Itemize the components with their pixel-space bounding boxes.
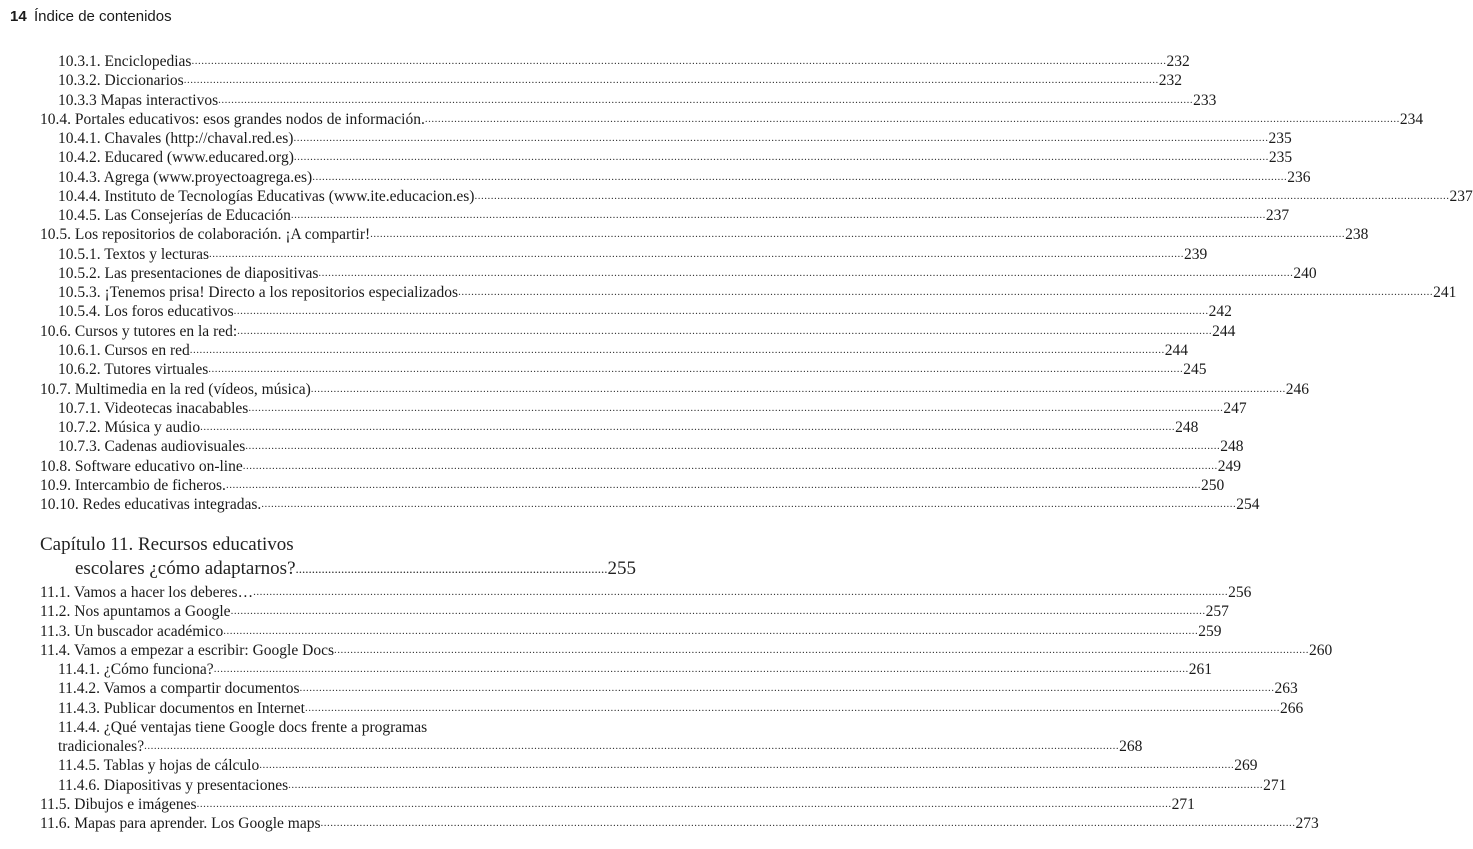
entry-title: 11.4.6. Diapositivas y presentaciones <box>58 776 289 794</box>
entry-page: 247 <box>1223 399 1247 417</box>
dot-leader: ............................................................................................................................................................................................................................................................................................................ <box>208 363 1184 376</box>
dot-leader: ............................................................................................................................................................................................................................................................................................................ <box>196 797 1172 810</box>
dot-leader: ............................................................................................................................................................................................................................................................................................................ <box>242 459 1218 472</box>
entry-title: tradicionales? <box>58 738 145 756</box>
entry-page: 266 <box>1279 699 1304 717</box>
entry-title: 11.2. Nos apuntamos a Google <box>40 603 231 621</box>
dot-leader: ............................................................................................................................................................................................................................................................................................................ <box>474 189 1450 202</box>
entry-page: 232 <box>1158 72 1182 90</box>
entry-title: 10.6.2. Tutores virtuales <box>58 361 209 379</box>
entry-title: 11.4. Vamos a empezar a escribir: Google Docs <box>40 641 334 659</box>
dot-leader: ............................................................................................................................................................................................................................................................................................................ <box>299 682 1275 695</box>
dot-leader: ............................................................................................................................................................................................................................................................................................................ <box>183 74 1159 87</box>
entry-title: 11.4.5. Tablas y hojas de cálculo <box>58 757 260 775</box>
dot-leader: ............................................................................................................................................................................................................................................................................................................ <box>245 440 1221 453</box>
toc-entry[interactable] <box>58 418 1199 437</box>
dot-leader: ............................................................................................................................................................................................................................................................................................................ <box>218 93 1194 106</box>
toc-entry[interactable] <box>58 660 1212 679</box>
entry-title: 10.6.1. Cursos en red <box>58 341 190 359</box>
toc-entry[interactable] <box>40 380 1310 399</box>
toc-entry[interactable] <box>58 283 1457 302</box>
toc-entry[interactable] <box>40 602 1229 621</box>
dot-leader: ............................................................................................................................................................................................................................................................................................................ <box>223 624 1199 637</box>
dot-leader: ............................................................................................................................................................................................................................................................................................................ <box>191 55 1167 67</box>
toc-entry[interactable] <box>40 225 1369 244</box>
dot-leader: ............................................................................................................................................................................................................................................................................................................ <box>370 228 1346 241</box>
entry-title: 11.4.2. Vamos a compartir documentos <box>58 680 300 698</box>
entry-page: 241 <box>1433 284 1457 302</box>
entry-page: 268 <box>1119 738 1143 756</box>
entry-title: 10.4.1. Chavales (http://chaval.red.es) <box>58 130 294 148</box>
toc-section-10 <box>0 52 1473 514</box>
toc-entry[interactable] <box>58 91 1217 110</box>
toc-entry[interactable] <box>58 360 1207 379</box>
dot-leader: ................................................................................................ <box>295 561 608 576</box>
toc-entry[interactable] <box>40 457 1241 476</box>
entry-page: 248 <box>1175 419 1199 437</box>
entry-title: 10.4.3. Agrega (www.proyectoagrega.es) <box>58 168 313 186</box>
dot-leader: ............................................................................................................................................................................................................................................................................................................ <box>233 305 1209 318</box>
entry-title: 11.4.3. Publicar documentos en Internet <box>58 699 305 717</box>
entry-page: 232 <box>1166 53 1190 70</box>
entry-title: 10.8. Software educativo on-line <box>40 457 243 475</box>
entry-page: 250 <box>1200 476 1225 494</box>
entry-title: 10.4.2. Educared (www.educared.org) <box>58 149 294 167</box>
entry-page: 237 <box>1449 187 1473 205</box>
entry-page: 238 <box>1345 226 1369 244</box>
entry-title: 10.7.1. Videotecas inacabables <box>58 399 249 417</box>
entry-page: 235 <box>1268 149 1293 167</box>
chapter-heading[interactable] <box>40 533 637 581</box>
entry-page: 260 <box>1308 641 1333 659</box>
entry-title: 10.5.2. Las presentaciones de diapositivas <box>58 264 319 282</box>
entry-page: 269 <box>1234 757 1258 775</box>
entry-page: 259 <box>1198 622 1222 640</box>
entry-title: 10.7.3. Cadenas audiovisuales <box>58 438 246 456</box>
toc-entry[interactable] <box>40 110 1424 129</box>
entry-title: 11.4.1. ¿Cómo funciona? <box>58 661 214 679</box>
entry-page: 242 <box>1208 303 1232 321</box>
entry-title: 10.6. Cursos y tutores en la red: <box>40 322 238 340</box>
running-header <box>10 8 172 25</box>
entry-page: 235 <box>1268 130 1292 148</box>
entry-title: 10.3.3 Mapas interactivos <box>58 91 219 109</box>
toc-entry[interactable] <box>40 622 1222 641</box>
entry-page: 246 <box>1285 380 1310 398</box>
toc-entry[interactable] <box>58 148 1293 167</box>
entry-page: 273 <box>1295 815 1319 833</box>
toc-entry[interactable] <box>58 437 1244 456</box>
entry-title: 10.5.4. Los foros educativos <box>58 303 234 321</box>
dot-leader: ............................................................................................................................................................................................................................................................................................................ <box>424 112 1400 125</box>
dot-leader: ............................................................................................................................................................................................................................................................................................................ <box>333 643 1309 656</box>
entry-page: 248 <box>1220 438 1244 456</box>
entry-page: 244 <box>1212 322 1236 340</box>
entry-page: 263 <box>1274 680 1298 698</box>
toc-entry[interactable] <box>58 52 1190 71</box>
entry-title: 11.6. Mapas para aprender. Los Google maps <box>40 815 321 833</box>
entry-page: 261 <box>1188 661 1212 679</box>
chapter-page: 255 <box>607 558 637 579</box>
dot-leader: ............................................................................................................................................................................................................................................................................................................ <box>200 421 1176 434</box>
chapter-title-line1: Capítulo 11. Recursos educativos <box>40 534 294 555</box>
toc-entry[interactable] <box>58 341 1188 360</box>
entry-page: 271 <box>1171 795 1195 813</box>
toc-entry[interactable] <box>58 776 1287 795</box>
dot-leader: ............................................................................................................................................................................................................................................................................................................ <box>293 132 1269 145</box>
dot-leader: ............................................................................................................................................................................................................................................................................................................ <box>458 286 1434 299</box>
chapter-title-line2: escolares ¿cómo adaptarnos? <box>75 558 296 579</box>
dot-leader: ............................................................................................................................................................................................................................................................................................................ <box>189 343 1165 356</box>
toc-entry[interactable] <box>58 206 1290 225</box>
dot-leader: ............................................................................................................................................................................................................................................................................................................ <box>310 382 1286 395</box>
dot-leader: ............................................................................................................................................................................................................................................................................................................ <box>312 170 1288 183</box>
dot-leader: ............................................................................................................................................................................................................................................................................................................ <box>225 478 1201 491</box>
entry-title: 10.3.1. Enciclopedias <box>58 53 192 70</box>
entry-page: 257 <box>1205 603 1229 621</box>
entry-title: 10.4.4. Instituto de Tecnologías Educativas (www.ite.educacion.es) <box>58 187 475 205</box>
header-title: Índice de contenidos <box>34 8 172 25</box>
toc-entry[interactable] <box>40 795 1195 814</box>
dot-leader: ............................................................................................................................................................................................................................................................................................................ <box>293 151 1269 164</box>
toc-entry[interactable] <box>58 187 1473 206</box>
toc-entry[interactable] <box>40 583 1252 602</box>
entry-page: 233 <box>1193 91 1217 109</box>
entry-title: 10.5.3. ¡Tenemos prisa! Directo a los repositorios especializados <box>58 284 459 302</box>
entry-title: 10.5.1. Textos y lecturas <box>58 245 210 263</box>
dot-leader: ............................................................................................................................................................................................................................................................................................................ <box>213 663 1189 676</box>
entry-page: 234 <box>1399 110 1424 128</box>
toc-entry[interactable] <box>40 322 1236 341</box>
toc-entry[interactable] <box>40 495 1260 514</box>
dot-leader: ............................................................................................................................................................................................................................................................................................................ <box>304 701 1280 714</box>
entry-title: 11.4.4. ¿Qué ventajas tiene Google docs frente a programas <box>58 718 428 736</box>
dot-leader: ............................................................................................................................................................................................................................................................................................................ <box>259 759 1235 772</box>
dot-leader: ............................................................................................................................................................................................................................................................................................................ <box>230 605 1206 618</box>
entry-title: 11.5. Dibujos e imágenes <box>40 795 197 813</box>
entry-page: 239 <box>1184 245 1208 263</box>
toc-entry[interactable] <box>58 71 1182 90</box>
entry-page: 237 <box>1265 207 1290 225</box>
dot-leader: ............................................................................................................................................................................................................................................................................................................ <box>144 740 1120 753</box>
entry-page: 244 <box>1164 341 1188 359</box>
entry-title: 11.3. Un buscador académico <box>40 622 224 640</box>
entry-title: 10.7. Multimedia en la red (vídeos, música) <box>40 380 311 398</box>
dot-leader: ............................................................................................................................................................................................................................................................................................................ <box>288 778 1264 791</box>
toc-entry[interactable] <box>58 718 515 737</box>
dot-leader: ............................................................................................................................................................................................................................................................................................................ <box>318 266 1294 279</box>
toc-entry[interactable] <box>58 699 1304 718</box>
toc-entry[interactable] <box>40 476 1225 495</box>
toc-entry[interactable] <box>40 641 1333 660</box>
entry-page: 240 <box>1293 264 1317 282</box>
entry-title: 10.3.2. Diccionarios <box>58 72 184 90</box>
entry-page: 271 <box>1263 776 1287 794</box>
entry-title: 10.9. Intercambio de ficheros. <box>40 476 226 494</box>
page-number: 14 <box>10 8 27 25</box>
entry-title: 10.7.2. Música y audio <box>58 419 201 437</box>
toc-entry[interactable] <box>40 814 1319 833</box>
toc-section-11 <box>0 583 1333 833</box>
dot-leader: ............................................................................................................................................................................................................................................................................................................ <box>290 209 1266 222</box>
toc-entry[interactable] <box>58 245 1208 264</box>
entry-title: 10.4. Portales educativos: esos grandes nodos de información. <box>40 110 425 128</box>
dot-leader: ............................................................................................................................................................................................................................................................................................................ <box>237 324 1213 337</box>
toc-entry[interactable] <box>58 168 1311 187</box>
toc-entry[interactable] <box>58 264 1317 283</box>
toc-entry[interactable] <box>58 129 1292 148</box>
entry-page: 245 <box>1183 361 1207 379</box>
dot-leader: ............................................................................................................................................................................................................................................................................................................ <box>320 817 1296 830</box>
dot-leader: ............................................................................................................................................................................................................................................................................................................ <box>248 401 1224 414</box>
entry-title: 11.1. Vamos a hacer los deberes… <box>40 584 254 601</box>
entry-page: 249 <box>1217 457 1241 475</box>
entry-page: 256 <box>1228 584 1252 601</box>
toc-entry[interactable] <box>58 756 1258 775</box>
toc-entry[interactable] <box>58 399 1247 418</box>
toc-entry[interactable] <box>58 302 1232 321</box>
entry-title: 10.4.5. Las Consejerías de Educación <box>58 207 291 225</box>
entry-page: 254 <box>1236 496 1260 514</box>
entry-title: 10.5. Los repositorios de colaboración. ¡A compartir! <box>40 226 371 244</box>
entry-title: 10.10. Redes educativas integradas. <box>40 496 262 514</box>
toc-entry[interactable] <box>58 679 1298 698</box>
dot-leader: ............................................................................................................................................................................................................................................................................................................ <box>209 247 1185 260</box>
dot-leader: ............................................................................................................................................................................................................................................................................................................ <box>261 498 1237 511</box>
entry-page: 236 <box>1287 168 1311 186</box>
toc-entry[interactable] <box>58 737 1143 756</box>
dot-leader: ............................................................................................................................................................................................................................................................................................................ <box>253 586 1229 598</box>
